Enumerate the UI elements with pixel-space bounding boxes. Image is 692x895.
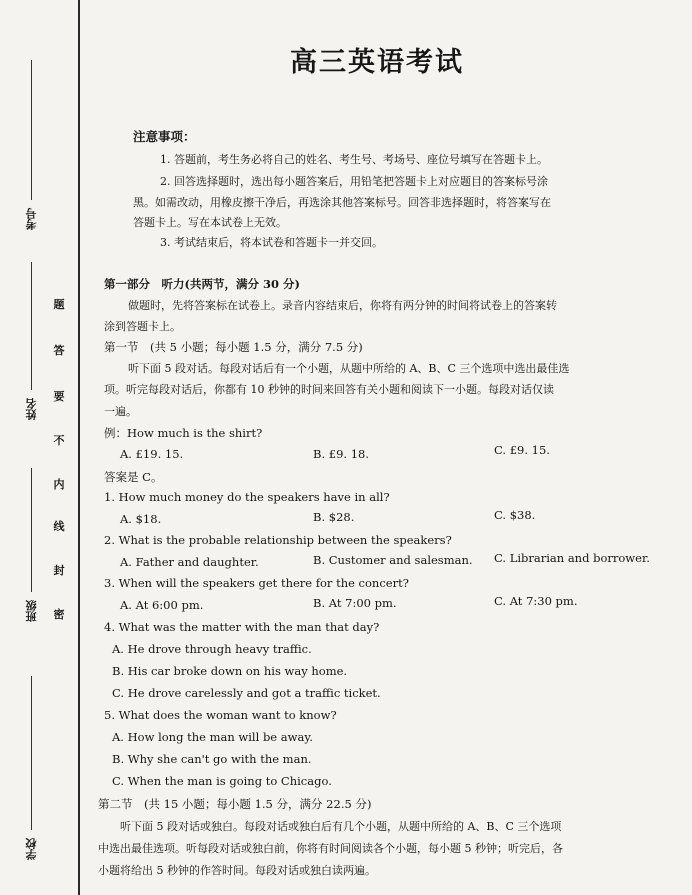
part1-intro-line: 做题时，先将答案标在试卷上。录音内容结束后，你将有两分钟的时间将试卷上的答案转 bbox=[128, 299, 557, 312]
seal-warning-char: 封 bbox=[53, 564, 65, 577]
example-answer: 答案是 C。 bbox=[104, 470, 163, 484]
example-option: B. £9. 18. bbox=[313, 447, 369, 461]
question-text: 2. What is the probable relationship between the speakers? bbox=[104, 533, 452, 547]
seal-warning-char: 内 bbox=[53, 478, 65, 491]
notice-line: 2. 回答选择题时，选出每小题答案后，用铅笔把答题卡上对应题目的答案标号涂 bbox=[160, 175, 548, 188]
part1-intro-line: 涂到答题卡上。 bbox=[104, 320, 181, 333]
question-text: 1. How much money do the speakers have in all? bbox=[104, 490, 390, 504]
section2-intro-line: 小题将给出 5 秒钟的作答时间。每段对话或独白读两遍。 bbox=[98, 864, 376, 877]
class-label: 班级 bbox=[25, 600, 38, 622]
section2-heading: 第二节 (共 15 小题；每小题 1.5 分，满分 22.5 分) bbox=[98, 797, 372, 811]
question-text: 3. When will the speakers get there for the concert? bbox=[104, 576, 409, 590]
class-field[interactable] bbox=[31, 468, 32, 592]
section2-intro-line: 听下面 5 段对话或独白。每段对话或独白后有几个小题，从题中所给的 A、B、C 三个选项 bbox=[120, 820, 562, 833]
notice-line: 黑。如需改动，用橡皮擦干净后，再选涂其他答案标号。回答非选择题时，将答案写在 bbox=[133, 196, 551, 209]
seal-warning-char: 题 bbox=[53, 298, 65, 311]
section1-heading: 第一节 (共 5 小题；每小题 1.5 分，满分 7.5 分) bbox=[104, 340, 363, 354]
exam-no-label: 考号 bbox=[25, 208, 38, 230]
seal-warning-char: 密 bbox=[53, 608, 65, 621]
question-option: B. Customer and salesman. bbox=[313, 553, 473, 567]
question-option: B. His car broke down on his way home. bbox=[112, 664, 348, 678]
question-option: A. $18. bbox=[120, 512, 162, 526]
question-option: B. Why she can't go with the man. bbox=[112, 752, 312, 766]
notice-line: 答题卡上。写在本试卷上无效。 bbox=[133, 216, 287, 229]
question-option: B. $28. bbox=[313, 510, 355, 524]
section1-intro-line: 听下面 5 段对话。每段对话后有一个小题，从题中所给的 A、B、C 三个选项中选出最佳选 bbox=[128, 362, 570, 375]
question-option: A. He drove through heavy traffic. bbox=[112, 642, 312, 656]
example-option: A. £19. 15. bbox=[120, 447, 184, 461]
question-text: 4. What was the matter with the man that day? bbox=[104, 620, 380, 634]
question-option: C. At 7:30 pm. bbox=[494, 594, 578, 608]
binding-margin bbox=[0, 0, 85, 895]
binding-line bbox=[78, 0, 80, 895]
notice-heading: 注意事项： bbox=[133, 129, 196, 144]
part1-heading: 第一部分 听力(共两节，满分 30 分) bbox=[104, 277, 300, 291]
school-label: 学校 bbox=[25, 838, 38, 860]
section1-intro-line: 项。听完每段对话后，你都有 10 秒钟的时间来回答有关小题和阅读下一小题。每段对话仅读 bbox=[104, 383, 554, 396]
name-label: 姓名 bbox=[25, 398, 38, 420]
question-option: C. When the man is going to Chicago. bbox=[112, 774, 332, 788]
question-option: C. $38. bbox=[494, 508, 536, 522]
seal-warning-char: 要 bbox=[53, 390, 65, 403]
notice-line: 1. 答题前，考生务必将自己的姓名、考生号、考场号、座位号填写在答题卡上。 bbox=[160, 153, 548, 166]
section1-intro-line: 一遍。 bbox=[104, 405, 137, 418]
question-option: A. Father and daughter. bbox=[120, 555, 259, 569]
school-field[interactable] bbox=[31, 676, 32, 830]
question-option: A. At 6:00 pm. bbox=[120, 598, 204, 612]
question-option: C. He drove carelessly and got a traffic ticket. bbox=[112, 686, 381, 700]
example-option: C. £9. 15. bbox=[494, 443, 550, 457]
section2-intro-line: 中选出最佳选项。听每段对话或独白前，你将有时间阅读各个小题，每小题 5 秒钟；听完后，各 bbox=[98, 842, 563, 855]
question-text: 5. What does the woman want to know? bbox=[104, 708, 337, 722]
question-option: C. Librarian and borrower. bbox=[494, 551, 650, 565]
seal-warning-char: 答 bbox=[53, 344, 65, 357]
page-title: 高三英语考试 bbox=[290, 47, 464, 78]
question-option: B. At 7:00 pm. bbox=[313, 596, 397, 610]
notice-line: 3. 考试结束后，将本试卷和答题卡一并交回。 bbox=[160, 236, 383, 249]
exam-no-field[interactable] bbox=[31, 60, 32, 200]
question-option: A. How long the man will be away. bbox=[112, 730, 313, 744]
seal-warning-char: 线 bbox=[53, 520, 65, 533]
example-question: 例：How much is the shirt? bbox=[104, 426, 263, 440]
name-field[interactable] bbox=[31, 262, 32, 390]
seal-warning-char: 不 bbox=[53, 434, 65, 447]
